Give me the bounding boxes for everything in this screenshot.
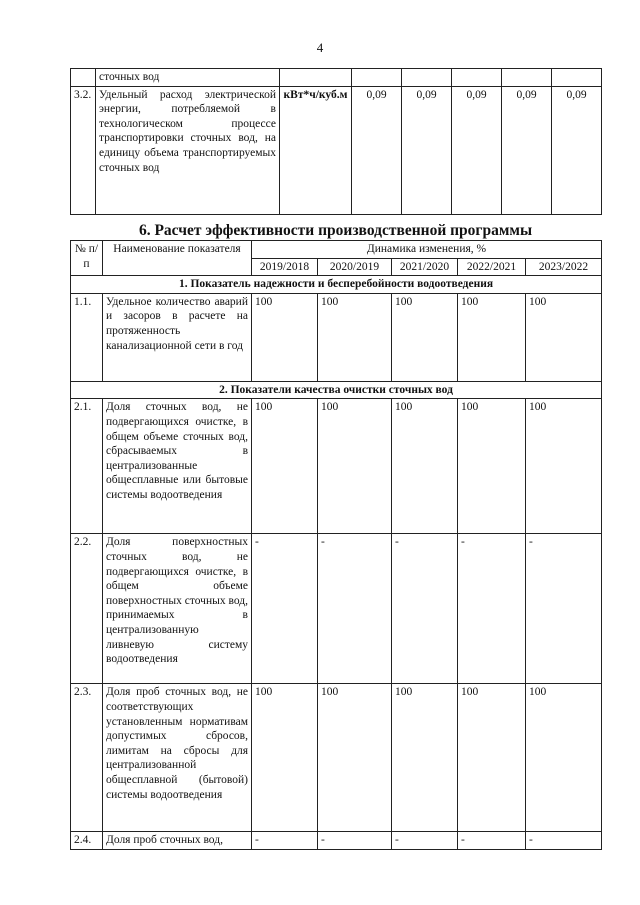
table-row — [71, 86, 602, 214]
value-cell: - — [392, 832, 458, 850]
section-title: 6. Расчет эффективности производственной программы — [138, 222, 533, 239]
value-cell: - — [252, 832, 318, 850]
row-number: 2.2. — [71, 534, 103, 684]
indicator-name: Доля поверхностных сточных вод, не подвергающихся очистке, в общем объеме поверхностных сточных вод, принимаемых в централизованную ливневую систему водоотведения — [103, 534, 252, 684]
value-cell: 100 — [526, 293, 602, 381]
value-cell: - — [318, 534, 392, 684]
value-cell: - — [392, 534, 458, 684]
value-cell: 100 — [458, 684, 526, 832]
row-number: 2.3. — [71, 684, 103, 832]
value-cell: 0,09 — [552, 86, 602, 214]
table-row — [71, 69, 602, 87]
value-cell: 100 — [526, 399, 602, 534]
indicator-name: Доля проб сточных вод, — [103, 832, 252, 850]
column-header-dynamics: Динамика изменения, % — [252, 241, 602, 259]
table-row — [71, 684, 602, 832]
indicator-name: Удельный расход электрической энергии, потребляемой в технологическом процессе транспортировки сточных вод, на единицу объема транспортируемых сточных вод — [96, 86, 280, 214]
indicator-name: Доля проб сточных вод, не соответствующих установленным нормативам допустимых сбросов, лимитам на сбросы для централизованной общесплавной (бытовой) системы водоотведения — [103, 684, 252, 832]
section-heading: 1. Показатель надежности и бесперебойности водоотведения — [71, 276, 602, 294]
value-cell: 100 — [392, 293, 458, 381]
continued-cell-text: сточных вод — [96, 69, 280, 87]
indicator-name: Удельное количество аварий и засоров в расчете на протяженность канализационной сети в год — [103, 293, 252, 381]
value-cell: - — [526, 534, 602, 684]
value-cell: 100 — [252, 293, 318, 381]
value-cell: 100 — [392, 684, 458, 832]
table-row — [71, 534, 602, 684]
page-number: 4 — [316, 40, 324, 55]
value-cell: 0,09 — [402, 86, 452, 214]
row-number: 1.1. — [71, 293, 103, 381]
row-number: 2.1. — [71, 399, 103, 534]
column-header-year: 2023/2022 — [526, 258, 602, 276]
value-cell: 100 — [318, 399, 392, 534]
value-cell: 100 — [318, 684, 392, 832]
value-cell: - — [252, 534, 318, 684]
continued-table — [70, 68, 602, 215]
column-header-year: 2021/2020 — [392, 258, 458, 276]
value-cell: 100 — [252, 399, 318, 534]
table-header-row — [71, 241, 602, 259]
efficiency-table — [70, 240, 602, 850]
section-header-row — [71, 276, 602, 294]
row-number: 2.4. — [71, 832, 103, 850]
value-cell: 100 — [458, 399, 526, 534]
value-cell: 0,09 — [502, 86, 552, 214]
value-cell: - — [526, 832, 602, 850]
table-row — [71, 399, 602, 534]
value-cell: - — [458, 832, 526, 850]
value-cell: 100 — [526, 684, 602, 832]
table-row — [71, 293, 602, 381]
table-row — [71, 832, 602, 850]
value-cell: 0,09 — [452, 86, 502, 214]
column-header-year: 2020/2019 — [318, 258, 392, 276]
value-cell: 0,09 — [352, 86, 402, 214]
value-cell: - — [318, 832, 392, 850]
unit-cell: кВт*ч/куб.м — [280, 86, 352, 214]
value-cell: 100 — [252, 684, 318, 832]
value-cell: - — [458, 534, 526, 684]
column-header-name: Наименование показателя — [103, 241, 252, 276]
section-heading: 2. Показатели качества очистки сточных вод — [71, 381, 602, 399]
indicator-name: Доля сточных вод, не подвергающихся очистке, в общем объеме сточных вод, сбрасываемых в централизованные общесплавные или бытовые системы водоотведения — [103, 399, 252, 534]
section-header-row — [71, 381, 602, 399]
column-header-number: № п/п — [71, 241, 103, 276]
value-cell: 100 — [458, 293, 526, 381]
row-number: 3.2. — [71, 86, 96, 214]
column-header-year: 2022/2021 — [458, 258, 526, 276]
column-header-year: 2019/2018 — [252, 258, 318, 276]
value-cell: 100 — [392, 399, 458, 534]
value-cell: 100 — [318, 293, 392, 381]
